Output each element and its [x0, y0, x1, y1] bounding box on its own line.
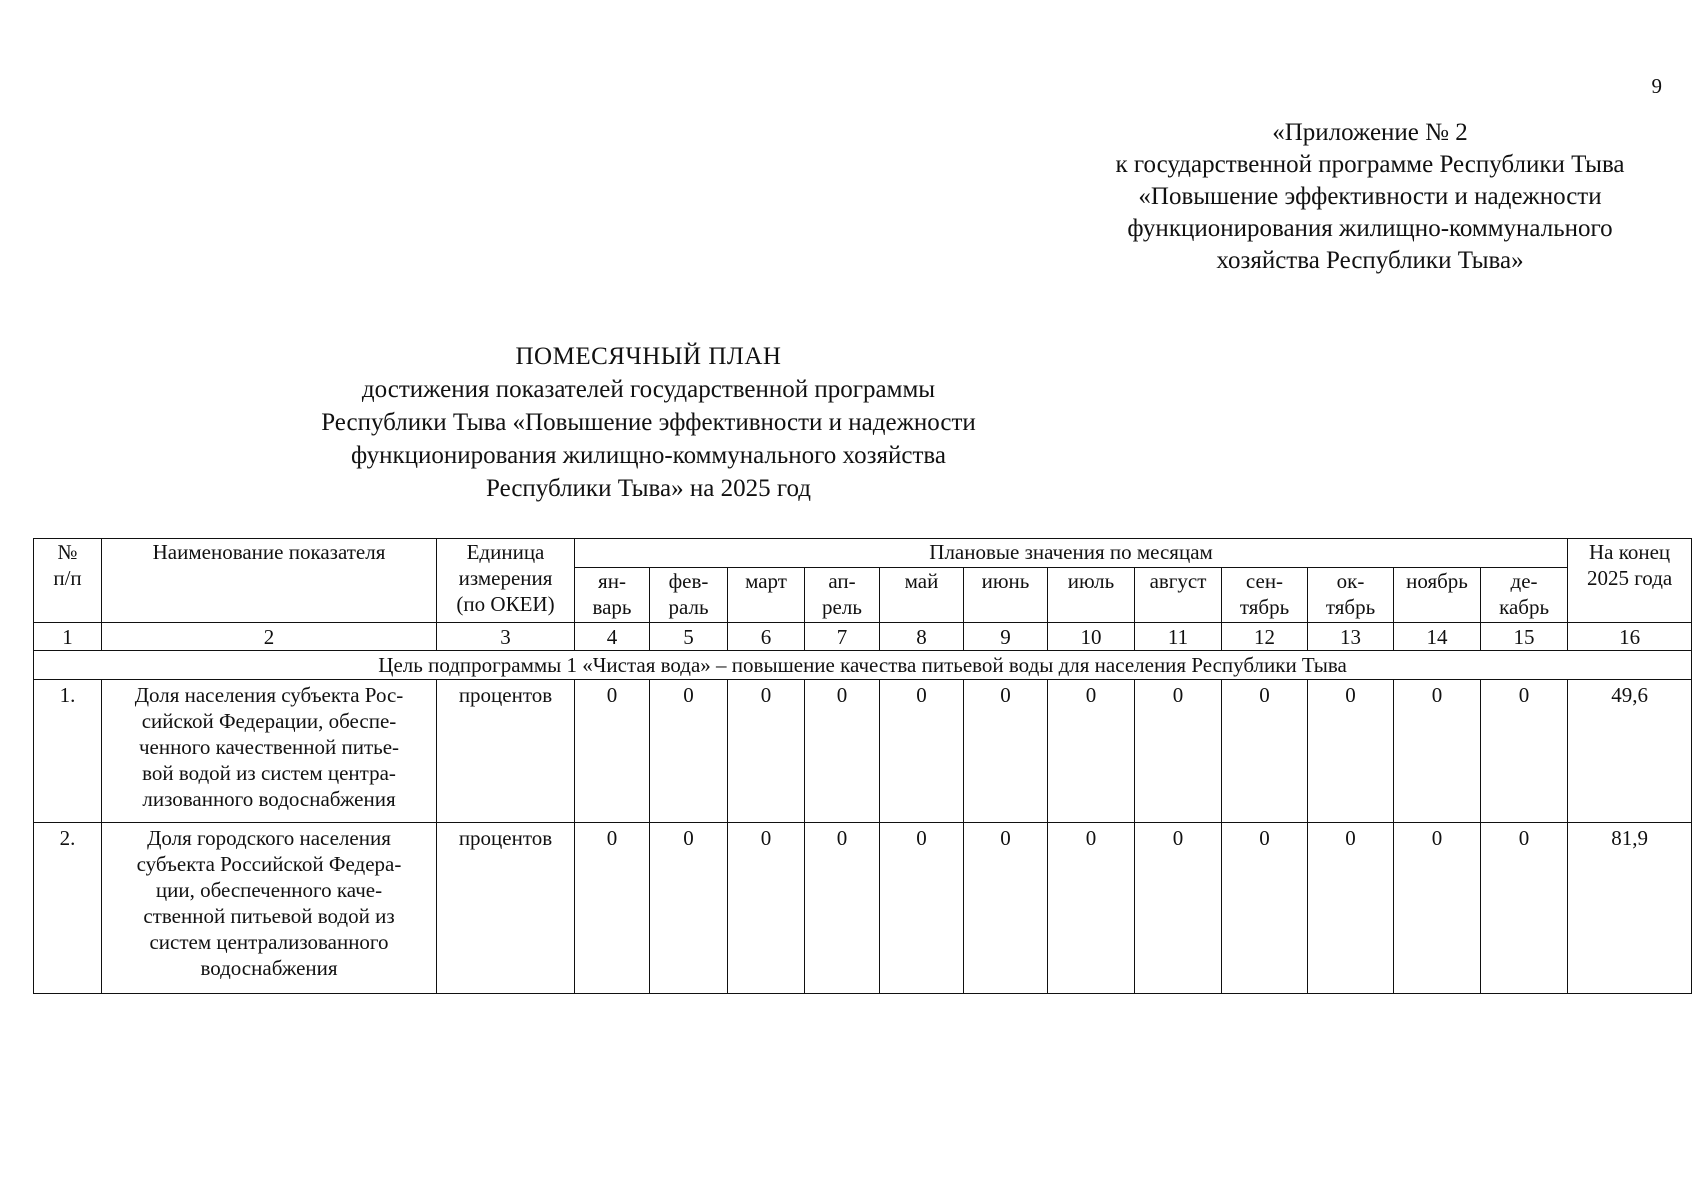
month-header-text: [1051, 594, 1131, 620]
indicator-name-line: ственной питьевой водой из: [143, 904, 395, 928]
month-value-cell: 0: [575, 823, 650, 994]
table-row: [34, 823, 1692, 994]
month-header-text: май: [904, 569, 939, 593]
indicator-name-cell: [102, 823, 437, 994]
month-header-text: ап-: [828, 569, 856, 593]
header-text: п/п: [53, 566, 82, 590]
indicator-name-line: лизованного водоснабжения: [142, 787, 396, 811]
monthly-plan-table: [33, 538, 1692, 994]
indicator-name-line: Доля населения субъекта Рос-: [134, 683, 404, 707]
column-number-cell: 13: [1308, 623, 1394, 651]
month-header-cell: [805, 568, 880, 623]
month-value-cell: 0: [1222, 680, 1308, 823]
month-header-text: [1138, 594, 1218, 620]
month-header-text: [883, 594, 960, 620]
month-header-text: тябрь: [1325, 595, 1376, 619]
month-header-text: март: [745, 569, 787, 593]
column-number-cell: 12: [1222, 623, 1308, 651]
header-cell-name: Наименование показателя: [102, 539, 437, 623]
month-header-text: июнь: [981, 569, 1030, 593]
indicator-name-line: субъекта Российской Федера-: [136, 852, 402, 876]
month-header-text: де-: [1510, 569, 1538, 593]
month-value-cell: 0: [880, 680, 964, 823]
month-value-cell: 0: [1048, 823, 1135, 994]
month-header-text: [731, 594, 801, 620]
month-header-text: варь: [592, 595, 632, 619]
month-value-cell: 0: [728, 823, 805, 994]
month-value-cell: 0: [805, 823, 880, 994]
header-cell-num: [34, 539, 102, 623]
header-text: Единица: [466, 540, 545, 564]
indicator-name-line: систем централизованного: [149, 930, 389, 954]
table-row: [34, 680, 1692, 823]
main-title: ПОМЕСЯЧНЫЙ ПЛАН: [515, 343, 782, 370]
month-header-cell: [1481, 568, 1568, 623]
indicator-name-line: сийской Федерации, обеспе-: [141, 709, 397, 733]
month-value-cell: 0: [1308, 823, 1394, 994]
month-value-cell: 0: [805, 680, 880, 823]
month-header-cell: [1308, 568, 1394, 623]
column-number-cell: 3: [437, 623, 575, 651]
column-number-cell: 1: [34, 623, 102, 651]
header-cell-months-group: Плановые значения по месяцам: [575, 539, 1568, 568]
month-value-cell: 0: [1135, 823, 1222, 994]
month-header-cell: [1222, 568, 1308, 623]
month-header-cell: [650, 568, 728, 623]
month-header-text: сен-: [1245, 569, 1284, 593]
appendix-line: хозяйства Республики Тыва»: [1216, 247, 1524, 274]
month-header-text: раль: [668, 595, 709, 619]
column-number-cell: 7: [805, 623, 880, 651]
month-header-cell: [880, 568, 964, 623]
subtitle-line: функционирования жилищно-коммунального хозяйства: [351, 442, 946, 469]
end-value-cell: 49,6: [1568, 680, 1692, 823]
subtitle-line: достижения показателей государственной программы: [361, 376, 936, 403]
month-header-text: [967, 594, 1044, 620]
appendix-line: «Повышение эффективности и надежности: [1138, 183, 1602, 210]
month-header-text: ок-: [1336, 569, 1365, 593]
month-value-cell: 0: [1481, 680, 1568, 823]
month-value-cell: 0: [650, 823, 728, 994]
column-number-cell: 9: [964, 623, 1048, 651]
month-header-cell: [1394, 568, 1481, 623]
month-value-cell: 0: [880, 823, 964, 994]
month-header-text: кабрь: [1499, 595, 1550, 619]
indicator-name-line: ции, обеспеченного каче-: [155, 878, 383, 902]
header-text: (по ОКЕИ): [456, 592, 555, 616]
month-header-text: фев-: [668, 569, 709, 593]
month-header-text: июль: [1067, 569, 1115, 593]
appendix-line: функционирования жилищно-коммунального: [1127, 215, 1613, 242]
month-header-text: тябрь: [1239, 595, 1290, 619]
header-row: [34, 539, 1692, 568]
goal-row: [34, 651, 1692, 680]
column-number-cell: 2: [102, 623, 437, 651]
column-number-cell: 16: [1568, 623, 1692, 651]
header-cell-end: [1568, 539, 1692, 623]
month-header-cell: [964, 568, 1048, 623]
row-number-cell: 2.: [34, 823, 102, 994]
month-header-cell: [1048, 568, 1135, 623]
document-title: [0, 340, 1297, 505]
goal-text: Цель подпрограммы 1 «Чистая вода» – повышение качества питьевой воды для населения Республики Тыва: [34, 651, 1692, 680]
unit-cell: процентов: [437, 680, 575, 823]
month-value-cell: 0: [650, 680, 728, 823]
appendix-header: [1040, 117, 1697, 277]
appendix-line: «Приложение № 2: [1272, 119, 1468, 146]
indicator-name-line: водоснабжения: [200, 956, 338, 980]
column-number-cell: 15: [1481, 623, 1568, 651]
month-value-cell: 0: [1394, 680, 1481, 823]
month-header-text: рель: [822, 595, 862, 619]
column-number-cell: 6: [728, 623, 805, 651]
header-cell-unit: [437, 539, 575, 623]
indicator-name-line: ченного качественной питье-: [138, 735, 400, 759]
header-text: 2025 года: [1586, 566, 1673, 590]
header-text: На конец: [1589, 540, 1671, 564]
end-value-cell: 81,9: [1568, 823, 1692, 994]
column-number-cell: 10: [1048, 623, 1135, 651]
month-header-cell: [575, 568, 650, 623]
column-number-row: [34, 623, 1692, 651]
month-header-cell: [728, 568, 805, 623]
row-number-cell: 1.: [34, 680, 102, 823]
header-text: измерения: [458, 566, 553, 590]
subtitle-line: Республики Тыва» на 2025 год: [486, 475, 811, 502]
month-value-cell: 0: [1394, 823, 1481, 994]
month-value-cell: 0: [1308, 680, 1394, 823]
indicator-name-line: вой водой из систем центра-: [142, 761, 396, 785]
column-number-cell: 4: [575, 623, 650, 651]
month-value-cell: 0: [964, 823, 1048, 994]
month-value-cell: 0: [1222, 823, 1308, 994]
month-value-cell: 0: [964, 680, 1048, 823]
column-number-cell: 14: [1394, 623, 1481, 651]
header-text: №: [57, 540, 78, 564]
month-header-text: август: [1149, 569, 1207, 593]
subtitle-line: Республики Тыва «Повышение эффективности и надежности: [321, 409, 976, 436]
unit-cell: процентов: [437, 823, 575, 994]
appendix-line: к государственной программе Республики Тыва: [1115, 151, 1625, 178]
column-number-cell: 8: [880, 623, 964, 651]
month-value-cell: 0: [1481, 823, 1568, 994]
month-header-text: ноябрь: [1406, 569, 1468, 593]
month-header-text: [1397, 594, 1477, 620]
month-value-cell: 0: [728, 680, 805, 823]
indicator-name-line: Доля городского населения: [147, 826, 391, 850]
month-value-cell: 0: [1135, 680, 1222, 823]
indicator-name-cell: [102, 680, 437, 823]
month-value-cell: 0: [1048, 680, 1135, 823]
column-number-cell: 11: [1135, 623, 1222, 651]
page-number: 9: [1651, 74, 1662, 98]
month-value-cell: 0: [575, 680, 650, 823]
column-number-cell: 5: [650, 623, 728, 651]
month-header-text: ян-: [598, 569, 626, 593]
month-header-cell: [1135, 568, 1222, 623]
